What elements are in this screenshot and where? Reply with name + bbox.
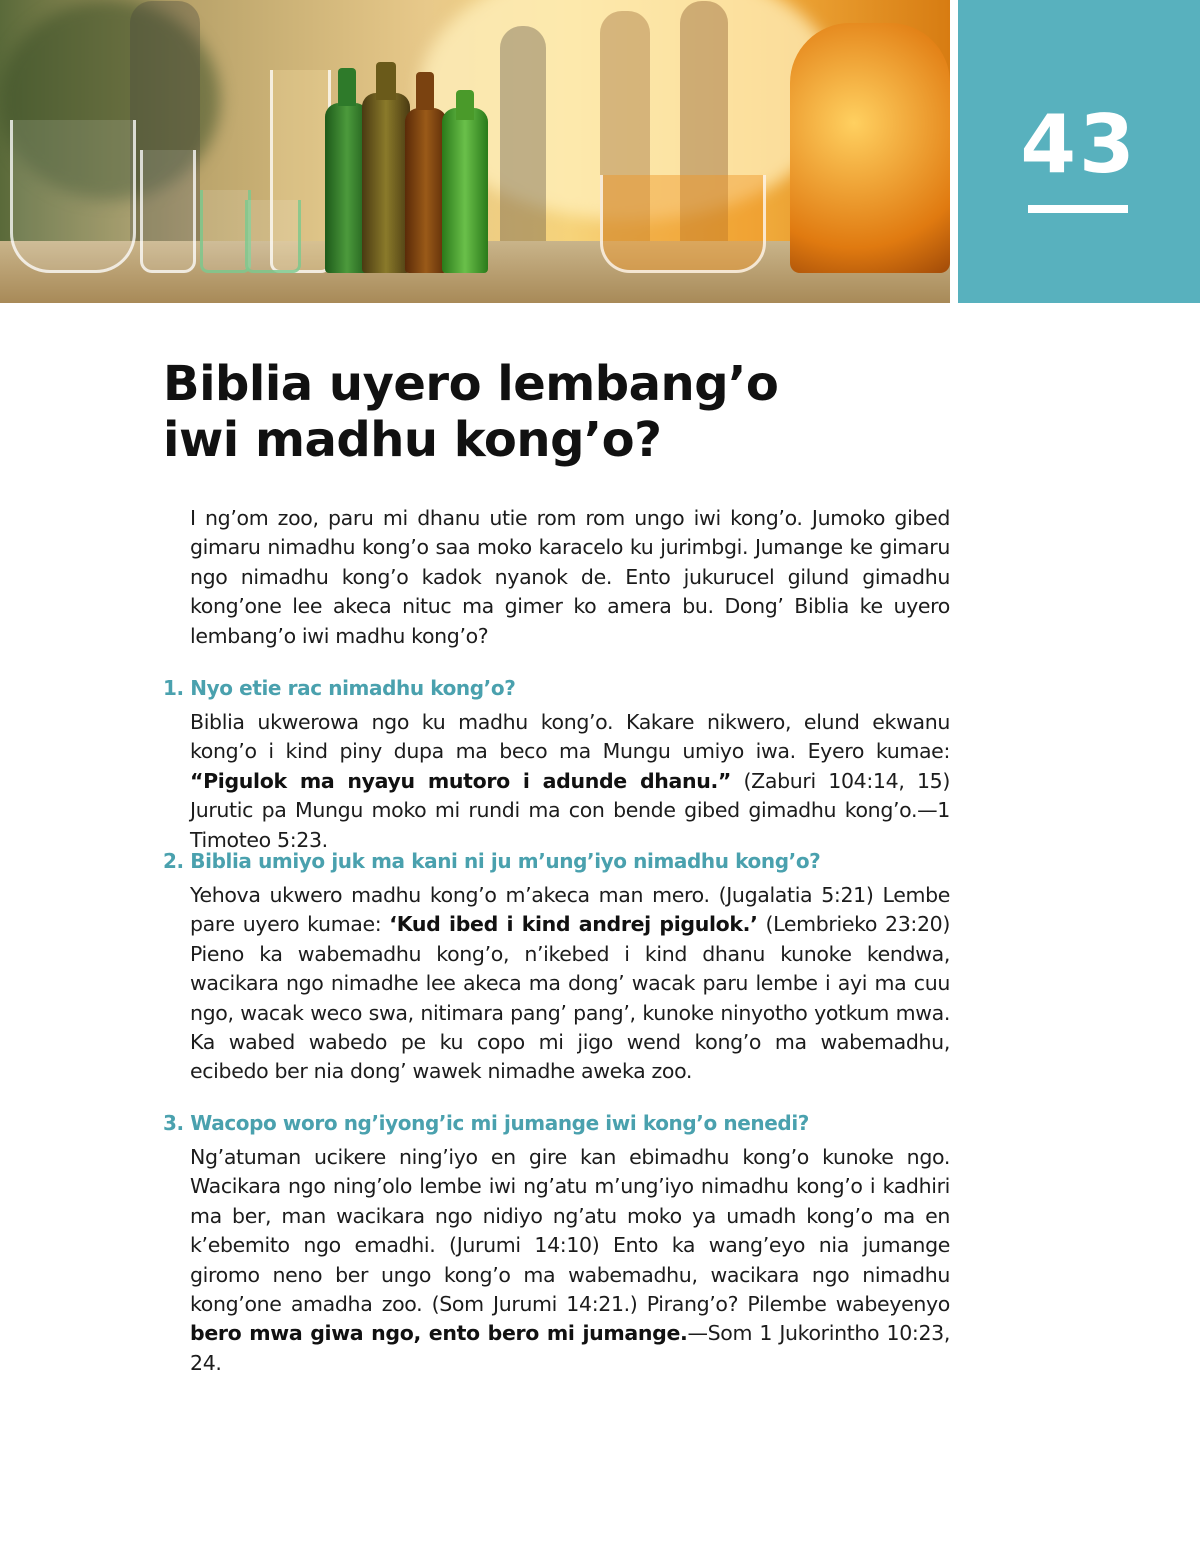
header-photo (0, 0, 950, 303)
answer-3: Ng’atuman ucikere ning’iyo en gire kan ebimadhu kong’o kunoke ngo. Wacikara ngo ning’olo lembe iwi ng’atu m’ung’iyo nimadhu kong’o i kadhiri ma ber, man wacikara ngo nidiyo ng’atu moko ya umadh kong’o ma en k’ebemito ngo emadhi. (Jurumi 14:10) Ento ka wang’eyo nia jumange giromo neno ber ungo kong’o ma wabemadhu, wacikara ngo nimadhu kong’one amadha zoo. (Som Jurumi 14:21.) Pirang’o? Pilembe wabeyenyo bero mwa giwa ngo, ento bero mi jumange.—Som 1 Jukorintho 10:23, 24. (190, 1145, 950, 1375)
question-2: 2. Biblia umiyo juk ma kani ni ju m’ung’iyo nimadhu kong’o? (163, 849, 821, 873)
question-3: 3. Wacopo woro ng’iyong’ic mi jumange iwi kong’o nenedi? (163, 1111, 809, 1135)
answer-3-emphasis: bero mwa giwa ngo, ento bero mi jumange. (190, 1321, 688, 1346)
chapter-underline (1028, 205, 1128, 213)
answer-2-emphasis: ‘Kud ibed i kind andrej pigulok.’ (389, 912, 758, 937)
intro-paragraph: I ng’om zoo, paru mi dhanu utie rom rom ungo iwi kong’o. Jumoko gibed gimaru nimadhu kong’o saa moko karacelo ku jurimbgi. Jumange ke gimaru ngo nimadhu kong’o kadok nyanok de. Ento jukurucel gilund gimadhu kong’one lee akeca nituc ma gimer ko amera bu. Dong’ Biblia ke uyero lembang’o iwi madhu kong’o? (190, 506, 950, 648)
answer-2: Yehova ukwero madhu kong’o m’akeca man mero. (Jugalatia 5:21) Lembe pare uyero kumae: ‘Kud ibed i kind andrej pigulok.’ (Lembrieko 23:20) Pieno ka wabemadhu kong’o, n’ikebed i kind dhanu kunoke kendwa, wacikara ngo nimadhe lee akeca ma dong’ wacak paru lembe i ayi ma cuu ngo, wacak weco swa, nitimara pang’ pang’, kunoke ninyotho yotkum mwa. Ka wabed wabedo pe ku copo mi jigo wend kong’o ma wabemadhu, ecibedo ber nia dong’ wawek nimadhe aweka zoo. (190, 883, 950, 1084)
question-1: 1. Nyo etie rac nimadhu kong’o? (163, 676, 516, 700)
answer-1-emphasis: “Pigulok ma nyayu mutoro i adunde dhanu.” (190, 768, 732, 793)
answer-1: Biblia ukwerowa ngo ku madhu kong’o. Kakare nikwero, elund ekwanu kong’o i kind piny dupa ma beco ma Mungu umiyo iwa. Eyero kumae: “Pigulok ma nyayu mutoro i adunde dhanu.” (Zaburi 104:14, 15) Jurutic pa Mungu moko mi rundi ma con bende gibed gimadhu kong’o.—1 Timoteo 5:23. (190, 710, 950, 852)
chapter-number: 43 (1020, 98, 1138, 191)
title-line-1: Biblia uyero lembang’o (163, 356, 779, 412)
chapter-badge (958, 0, 1200, 303)
title-line-2: iwi madhu kong’o? (163, 412, 662, 468)
page-title (163, 356, 923, 468)
